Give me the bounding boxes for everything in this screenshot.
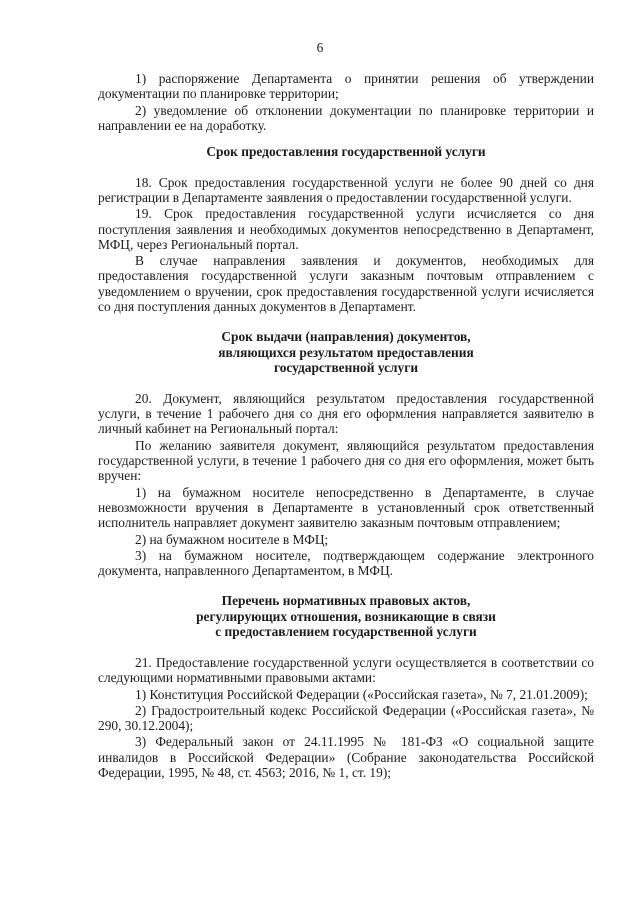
document-body bbox=[98, 71, 594, 781]
legal-act-2: 2) Градостроительный кодекс Российской Федерации («Российская газета», № 290, 30.12.2004); bbox=[98, 702, 594, 734]
section-heading-deadline: Срок предоставления государственной услуги bbox=[206, 144, 486, 160]
legal-act-3: 3) Федеральный закон от 24.11.1995 № 181-ФЗ «О социальной защите инвалидов в Российской Федерации» (Собрание законодательства Российской Федерации, 1995, № 48, ст. 4563; 2016, № 1, ст. 19); bbox=[98, 734, 594, 780]
intro-paragraph-1: 1) распоряжение Департамента о принятии решения об утверждении документации по планировке территории; bbox=[98, 71, 594, 102]
legal-act-1: 1) Конституция Российской Федерации («Российская газета», № 7, 21.01.2009); bbox=[135, 686, 588, 702]
heading-line: Срок выдачи (направления) документов, bbox=[221, 329, 471, 345]
heading-line: являющихся результатом предоставления bbox=[218, 344, 474, 360]
paragraph-21: 21. Предоставление государственной услуги осуществляется в соответствии со следующими нормативными правовыми актами: bbox=[98, 654, 594, 686]
paragraph-18: 18. Срок предоставления государственной услуги не более 90 дней со дня регистрации в Департаменте заявления о предоставлении государственной услуги. bbox=[98, 174, 594, 205]
list-item-1: 1) на бумажном носителе непосредственно в Департаменте, в случае невозможности вручения в Департаменте в установленный срок ответственный исполнитель направляет документ заявителю заказным почтовым отправлением; bbox=[98, 484, 594, 531]
heading-line: регулирующих отношения, возникающие в связи bbox=[196, 608, 496, 624]
page-number: 6 bbox=[316, 40, 324, 55]
heading-line: Перечень нормативных правовых актов, bbox=[221, 593, 471, 609]
heading-line: с предоставлением государственной услуги bbox=[215, 624, 477, 640]
paragraph-20-request: По желанию заявителя документ, являющийся результатом предоставления государственной услуги, в течение 1 рабочего дня со дня его оформления, может быть вручен: bbox=[98, 437, 594, 484]
intro-paragraph-2: 2) уведомление об отклонении документации по планировке территории и направлении ее на доработку. bbox=[98, 102, 594, 133]
section-heading-legal bbox=[98, 593, 594, 640]
paragraph-20: 20. Документ, являющийся результатом предоставления государственной услуги, в течение 1 рабочего дня со дня его оформления направляется заявителю в личный кабинет на Региональный портал: bbox=[98, 390, 594, 437]
paragraph-19: 19. Срок предоставления государственной услуги исчисляется со дня поступления заявления и необходимых документов непосредственно в Департамент, МФЦ, через Региональный портал. bbox=[98, 206, 594, 252]
paragraph-19-mail: В случае направления заявления и документов, необходимых для предоставления государственной услуги заказным почтовым отправлением с уведомлением о вручении, срок предоставления государственной услуги исчисляется со дня поступления данных документов в Департамент. bbox=[98, 253, 594, 315]
section-heading-issuance bbox=[98, 329, 594, 376]
list-item-3: 3) на бумажном носителе, подтверждающем содержание электронного документа, направленного Департаментом, в МФЦ. bbox=[98, 547, 594, 579]
list-item-2: 2) на бумажном носителе в МФЦ; bbox=[135, 531, 329, 547]
heading-line: государственной услуги bbox=[273, 360, 419, 376]
